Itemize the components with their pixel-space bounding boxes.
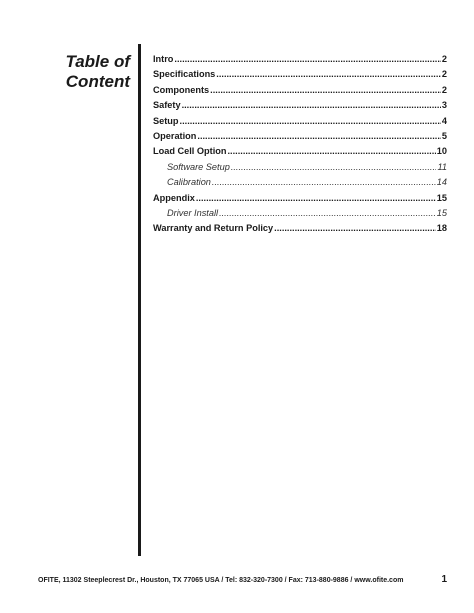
toc-list bbox=[153, 54, 447, 239]
toc-entry-page: 2 bbox=[441, 69, 447, 80]
toc-entry-page: 10 bbox=[436, 146, 447, 157]
toc-entry-page: 5 bbox=[441, 130, 447, 141]
toc-entry-page: 2 bbox=[441, 54, 447, 64]
page-title-line-2: Content bbox=[65, 72, 130, 91]
toc-entry-page: 4 bbox=[441, 115, 447, 126]
toc-entry-safety[interactable] bbox=[153, 100, 447, 115]
toc-entry-driver-install[interactable] bbox=[153, 208, 447, 223]
toc-entry-page: 14 bbox=[436, 177, 447, 188]
toc-entry-title: Operation bbox=[153, 130, 197, 141]
dot-leader bbox=[231, 162, 437, 172]
toc-entry-page: 3 bbox=[441, 100, 447, 111]
dot-leader bbox=[196, 193, 436, 203]
toc-entry-title: Warranty and Return Policy bbox=[153, 223, 274, 234]
dot-leader bbox=[174, 54, 440, 64]
page-title bbox=[60, 52, 130, 92]
toc-entry-warranty-and-return-policy[interactable] bbox=[153, 223, 447, 238]
toc-entry-title: Appendix bbox=[153, 192, 195, 203]
toc-entry-title: Load Cell Option bbox=[153, 146, 227, 157]
page-footer: OFITE, 11302 Steeplecrest Dr., Houston, TX 77065 USA / Tel: 832-320-7300 / Fax: 713-880-9886 / www.ofite.com bbox=[38, 577, 404, 584]
dot-leader bbox=[197, 131, 440, 141]
toc-entry-title: Software Setup bbox=[167, 161, 230, 172]
page-number: 1 bbox=[441, 574, 447, 585]
toc-entry-calibration[interactable] bbox=[153, 177, 447, 192]
toc-entry-title: Calibration bbox=[167, 177, 211, 188]
toc-entry-page: 18 bbox=[436, 223, 447, 234]
toc-entry-title: Setup bbox=[153, 115, 179, 126]
dot-leader bbox=[274, 223, 436, 233]
page-title-line-1: Table of bbox=[65, 52, 130, 71]
toc-entry-title: Intro bbox=[153, 54, 174, 64]
toc-entry-load-cell-option[interactable] bbox=[153, 146, 447, 161]
dot-leader bbox=[212, 177, 436, 187]
toc-entry-components[interactable] bbox=[153, 85, 447, 100]
toc-entry-page: 15 bbox=[436, 207, 447, 218]
toc-entry-operation[interactable] bbox=[153, 131, 447, 146]
toc-entry-setup[interactable] bbox=[153, 116, 447, 131]
dot-leader bbox=[210, 85, 441, 95]
vertical-divider bbox=[138, 44, 141, 556]
dot-leader bbox=[219, 208, 436, 218]
toc-entry-appendix[interactable] bbox=[153, 193, 447, 208]
toc-entry-page: 2 bbox=[441, 84, 447, 95]
toc-entry-title: Safety bbox=[153, 100, 181, 111]
toc-entry-title: Specifications bbox=[153, 69, 216, 80]
toc-entry-title: Components bbox=[153, 84, 210, 95]
toc-entry-page: 11 bbox=[437, 161, 447, 172]
dot-leader bbox=[228, 146, 436, 156]
dot-leader bbox=[180, 116, 441, 126]
toc-entry-page: 15 bbox=[436, 192, 447, 203]
toc-entry-title: Driver Install bbox=[167, 207, 219, 218]
toc-entry-intro[interactable] bbox=[153, 54, 447, 69]
dot-leader bbox=[216, 69, 441, 79]
toc-entry-specifications[interactable] bbox=[153, 69, 447, 84]
dot-leader bbox=[182, 100, 441, 110]
toc-entry-software-setup[interactable] bbox=[153, 162, 447, 177]
